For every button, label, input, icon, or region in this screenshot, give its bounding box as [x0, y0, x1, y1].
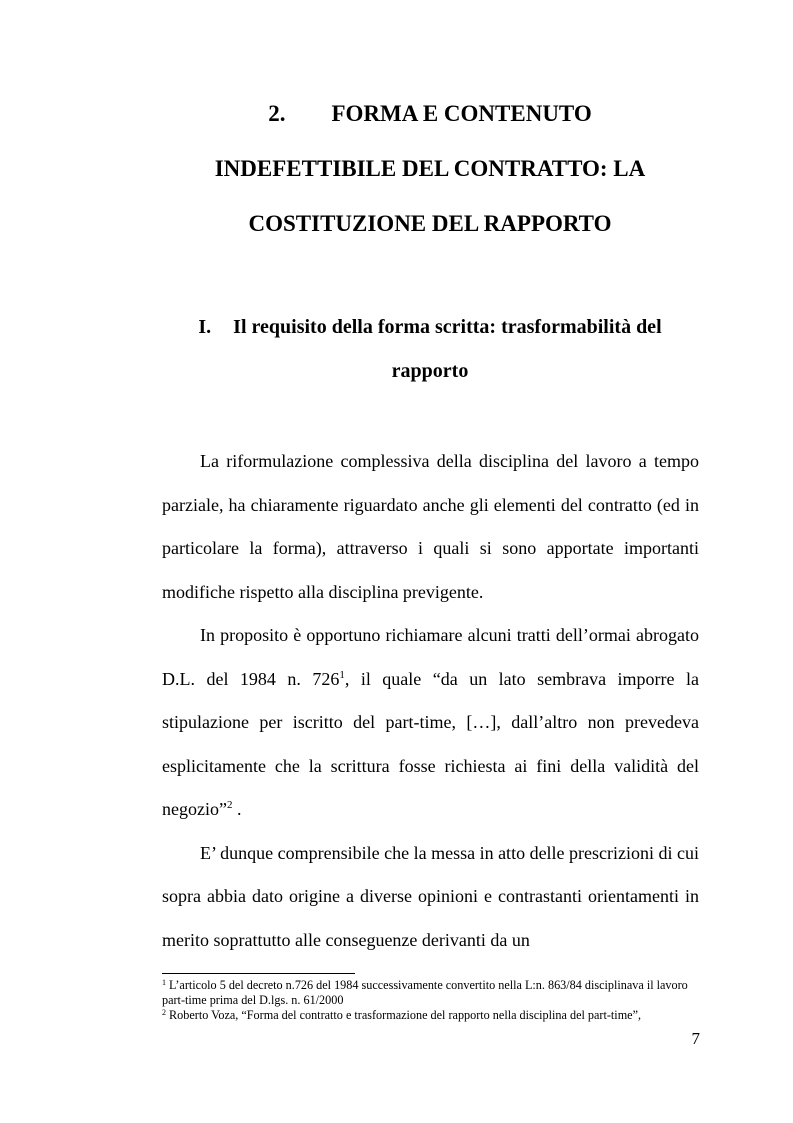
chapter-title-line-2: INDEFETTIBILE DEL CONTRATTO: LA — [214, 156, 646, 181]
footnote-divider — [162, 973, 355, 974]
footnote-ref-1[interactable]: 1 — [339, 668, 345, 681]
section-title — [160, 305, 700, 393]
chapter-title-text-1: FORMA E CONTENUTO — [331, 101, 592, 126]
footnote-2 — [162, 1008, 699, 1023]
footnotes — [162, 978, 699, 1023]
paragraph-3: E’ dunque comprensibile che la messa in atto delle prescrizioni di cui sopra abbia dato origine a diverse opinioni e contrastanti orientamenti in merito soprattutto alle conseguenze derivanti da un — [162, 842, 699, 950]
paragraph-2 — [162, 614, 699, 832]
section-numeral: I. — [198, 316, 212, 338]
chapter-title-line-1 — [160, 86, 700, 141]
footnote-ref-2[interactable]: 2 — [226, 799, 233, 811]
body-text — [162, 440, 699, 962]
paragraph-1: La riformulazione complessiva della disciplina del lavoro a tempo parziale, ha chiaramente riguardato anche gli elementi del contratto (ed in particolare la forma), attraverso i quali si sono apportate importanti modifiche rispetto alla disciplina previgente. — [162, 451, 699, 602]
chapter-number: 2. — [268, 101, 286, 126]
footnote-marker-2: 2 — [162, 1008, 166, 1017]
footnote-text-1: L’articolo 5 del decreto n.726 del 1984 successivamente convertito nella L:n. 863/84 disciplinava il lavoro part-time prima del D.lgs. n. 61/2000 — [162, 978, 688, 1007]
footnote-marker-1: 1 — [162, 978, 166, 987]
footnote-1 — [162, 978, 699, 1008]
paragraph-2-text-b: , il quale “da un lato sembrava imporre la stipulazione per iscritto del part-time, […], dall’altro non prevedeva esplicitamente che la scrittura fosse richiesta ai fini della validità del negozio” — [162, 668, 699, 819]
footnote-text-2: Roberto Voza, “Forma del contratto e trasformazione del rapporto nella disciplina del part-time”, — [166, 1008, 642, 1022]
paragraph-2-text-c: . — [232, 799, 242, 819]
section-title-text-1: Il requisito della forma scritta: trasformabilità del — [233, 316, 662, 338]
paragraph-2-text-a: In proposito è opportuno richiamare alcuni tratti dell’ormai abrogato D.L. del 1984 n. 726 — [162, 625, 699, 689]
chapter-title-line-3: COSTITUZIONE DEL RAPPORTO — [248, 211, 612, 236]
chapter-title — [160, 86, 700, 251]
section-title-line-2: rapporto — [391, 360, 469, 382]
page-number: 7 — [691, 1029, 700, 1048]
section-title-line-1 — [160, 305, 700, 349]
